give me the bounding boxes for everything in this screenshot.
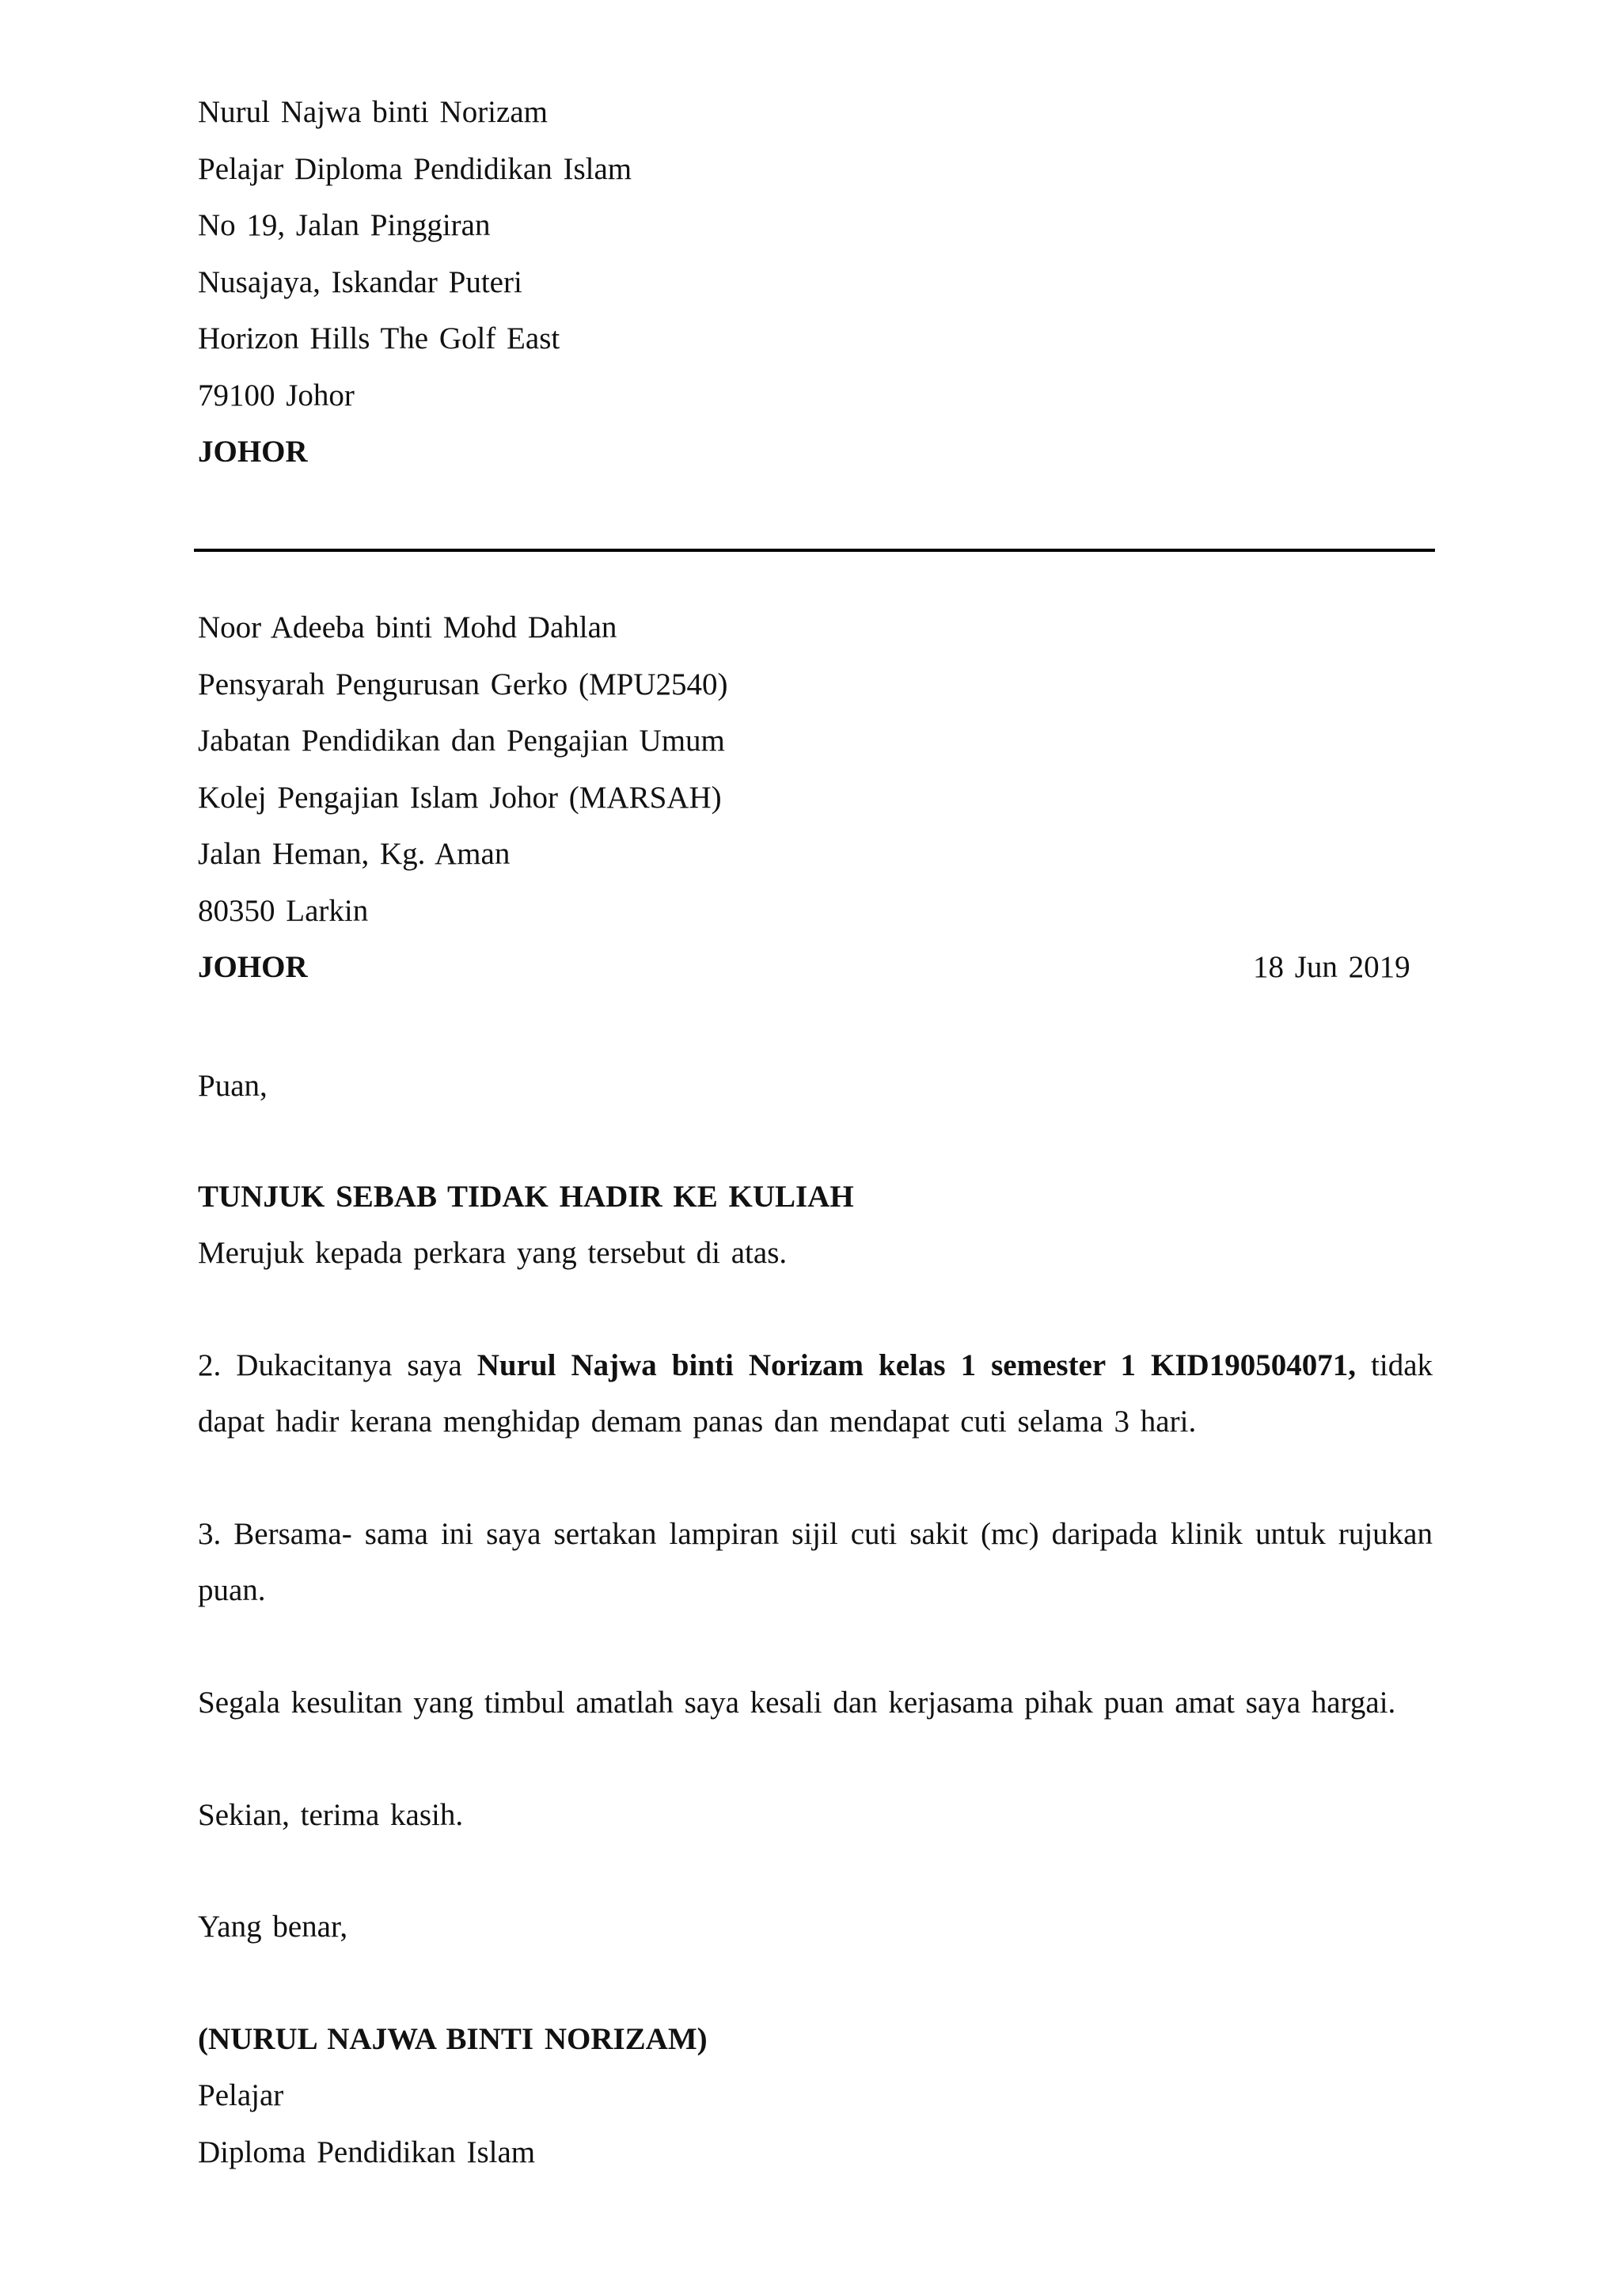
paragraph-2-suffix: tidak xyxy=(1355,1348,1433,1382)
paragraph-3-line-2: puan. xyxy=(198,1573,266,1607)
paragraph-4: Segala kesulitan yang timbul amatlah saya kesali dan kerjasama pihak puan amat saya hargai. xyxy=(198,1686,1396,1720)
closing-line: Sekian, terima kasih. xyxy=(198,1798,464,1832)
paragraph-3-line-1: 3. Bersama- sama ini saya sertakan lampiran sijil cuti sakit (mc) daripada klinik untuk rujukan xyxy=(198,1517,1433,1551)
sender-address-line-3: Horizon Hills The Golf East xyxy=(198,321,560,355)
paragraph-2-line-1 xyxy=(198,1348,1433,1383)
sender-state: JOHOR xyxy=(198,435,308,469)
paragraph-2-line-2: dapat hadir kerana menghidap demam panas dan mendapat cuti selama 3 hari. xyxy=(198,1405,1197,1439)
sender-postcode-city: 79100 Johor xyxy=(198,378,355,412)
sender-address-line-1: No 19, Jalan Pinggiran xyxy=(198,208,491,242)
recipient-department: Jabatan Pendidikan dan Pengajian Umum xyxy=(198,724,725,758)
recipient-institution: Kolej Pengajian Islam Johor (MARSAH) xyxy=(198,781,722,815)
header-divider xyxy=(194,549,1435,552)
sender-title: Pelajar Diploma Pendidikan Islam xyxy=(198,152,632,186)
recipient-postcode-city: 80350 Larkin xyxy=(198,894,369,928)
sign-off: Yang benar, xyxy=(198,1910,348,1944)
signature-name: (NURUL NAJWA BINTI NORIZAM) xyxy=(198,2022,708,2056)
sender-address-line-2: Nusajaya, Iskandar Puteri xyxy=(198,265,522,299)
signature-program: Diploma Pendidikan Islam xyxy=(198,2135,536,2169)
subject-heading: TUNJUK SEBAB TIDAK HADIR KE KULIAH xyxy=(198,1180,854,1214)
letter-date: 18 Jun 2019 xyxy=(1253,950,1410,984)
sender-name: Nurul Najwa binti Norizam xyxy=(198,95,548,129)
paragraph-2-prefix: 2. Dukacitanya saya xyxy=(198,1348,477,1382)
salutation: Puan, xyxy=(198,1069,268,1103)
reference-line: Merujuk kepada perkara yang tersebut di atas. xyxy=(198,1236,788,1270)
recipient-name: Noor Adeeba binti Mohd Dahlan xyxy=(198,610,617,644)
recipient-title: Pensyarah Pengurusan Gerko (MPU2540) xyxy=(198,667,728,701)
signature-title: Pelajar xyxy=(198,2078,284,2112)
recipient-state: JOHOR xyxy=(198,950,308,984)
recipient-street: Jalan Heman, Kg. Aman xyxy=(198,837,511,871)
paragraph-2-student-details: Nurul Najwa binti Norizam kelas 1 semester 1 KID190504071, xyxy=(476,1348,1356,1382)
